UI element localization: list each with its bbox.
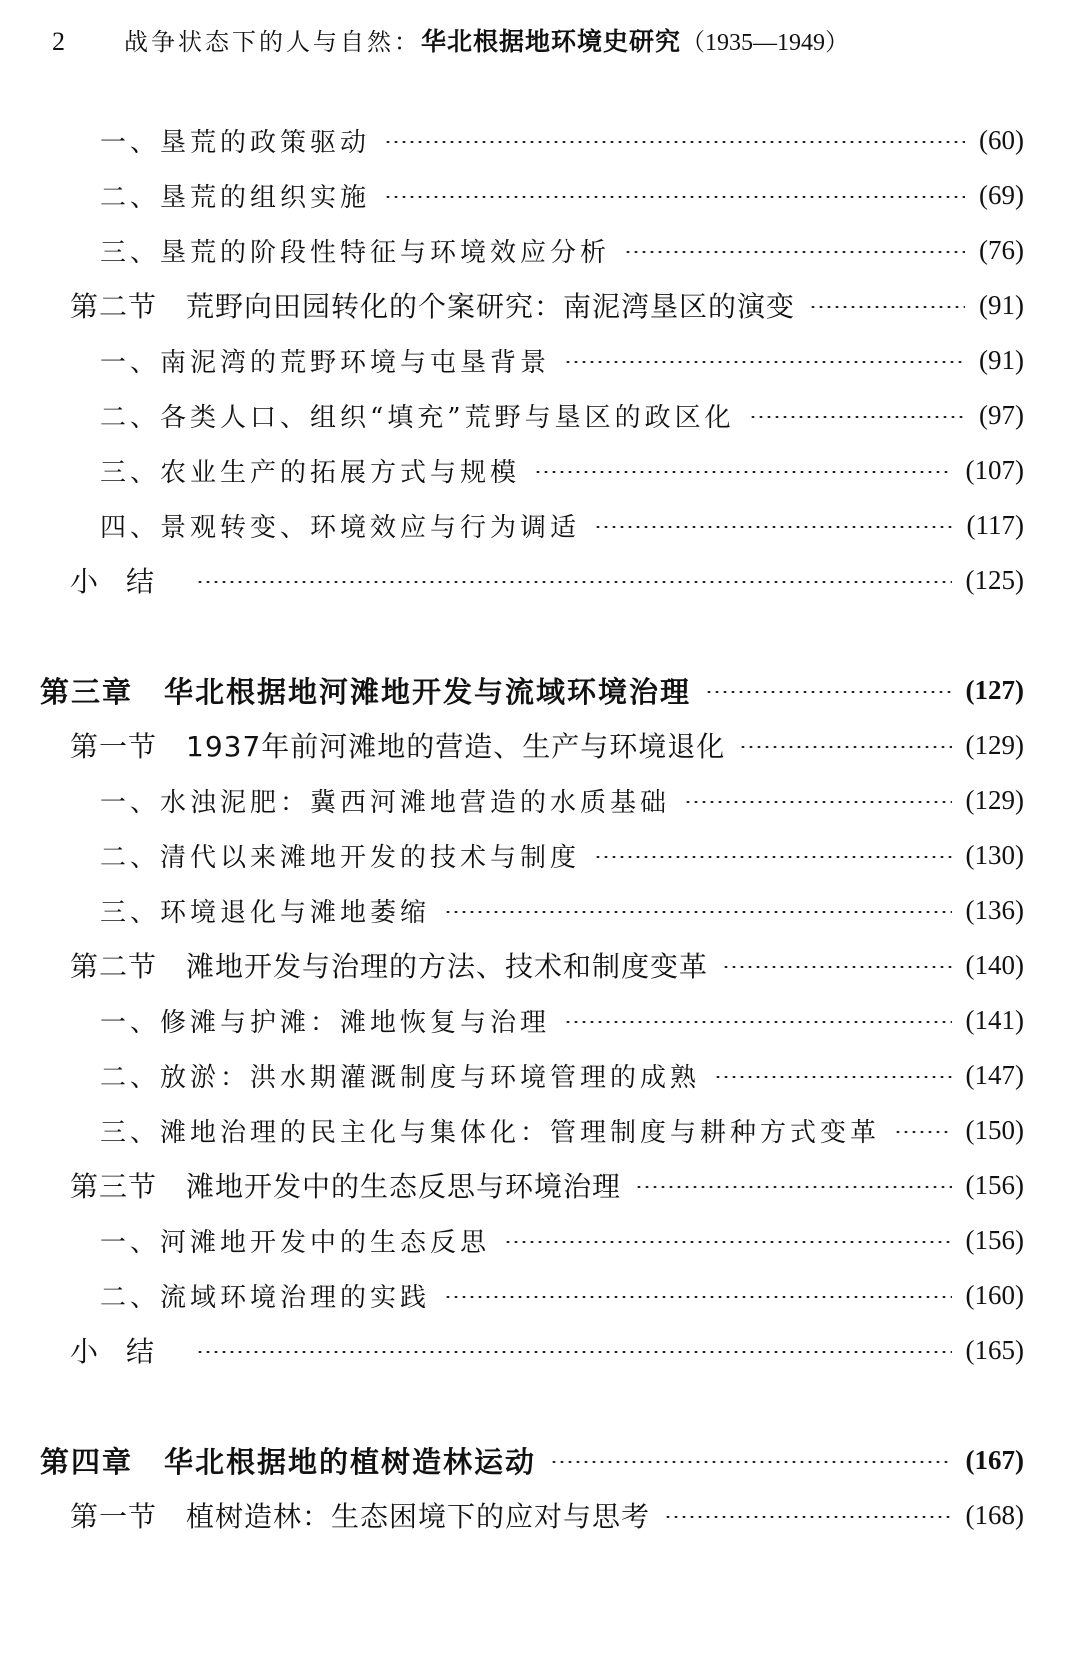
toc-entry-page-number: (147) [965,1059,1024,1090]
dot-leader [664,1516,952,1518]
running-header [52,22,849,58]
toc-entry-title: 三、滩地治理的民主化与集体化：管理制度与耕种方式变革 [100,1117,881,1148]
header-title-years: （1935—1949） [681,30,850,56]
dot-leader [444,1296,952,1298]
toc-entry-title: 一、南泥湾的荒野环境与屯垦背景 [100,347,551,378]
toc-entry-title: 第二节 滩地开发与治理的方法、技术和制度变革 [70,950,709,983]
toc-entry-page-number: (91) [979,344,1024,375]
toc-entry-title: 第一节 植树造林：生态困境下的应对与思考 [70,1500,651,1533]
toc-entry-title: 第四章 华北根据地的植树造林运动 [40,1444,537,1479]
toc-entry-page-number: (60) [979,124,1024,155]
toc-entry-page-number: (136) [965,894,1024,925]
toc-entry-section[interactable] [70,283,1024,327]
toc-entry-title: 一、水浊泥肥：冀西河滩地营造的水质基础 [100,787,671,818]
dot-leader [504,1241,952,1243]
toc-entry-title: 第三章 华北根据地河滩地开发与流域环境治理 [40,674,692,709]
toc-entry-title: 一、修滩与护滩：滩地恢复与治理 [100,1007,551,1038]
toc-entry-title: 三、垦荒的阶段性特征与环境效应分析 [100,237,611,268]
toc-entry-page-number: (168) [965,1499,1024,1530]
toc-entry-page-number: (160) [965,1279,1024,1310]
toc-entry-title: 第一节 1937年前河滩地的营造、生产与环境退化 [70,730,726,763]
toc-entry-sub[interactable] [100,118,1024,162]
dot-leader [196,581,952,583]
toc-entry-summary[interactable] [70,1328,1024,1372]
toc-entry-page-number: (97) [979,399,1024,430]
toc-entry-summary[interactable] [70,558,1024,602]
toc-entry-title: 四、景观转变、环境效应与行为调适 [100,512,581,543]
toc-entry-chapter[interactable] [40,668,1024,712]
toc-entry-page-number: (156) [965,1169,1024,1200]
dot-leader [749,416,965,418]
toc-entry-page-number: (150) [965,1114,1024,1145]
toc-entry-sub[interactable] [100,448,1024,492]
dot-leader [624,251,965,253]
dot-leader [894,1131,952,1133]
dot-leader [564,1021,952,1023]
toc-entry-title: 三、环境退化与滩地萎缩 [100,897,431,928]
toc-entry-page-number: (117) [966,509,1024,540]
dot-leader [594,526,953,528]
toc-entry-title: 二、清代以来滩地开发的技术与制度 [100,842,581,873]
toc-entry-page-number: (125) [965,564,1024,595]
dot-leader [705,691,952,693]
toc-entry-title: 二、垦荒的组织实施 [100,182,371,213]
toc-entry-sub[interactable] [100,833,1024,877]
dot-leader [594,856,952,858]
header-title-main: 华北根据地环境史研究 [421,27,682,56]
toc-entry-page-number: (140) [965,949,1024,980]
dot-leader [444,911,952,913]
toc-entry-page-number: (129) [965,784,1024,815]
toc-entry-page-number: (107) [965,454,1024,485]
dot-leader [684,801,952,803]
toc-entry-sub[interactable] [100,173,1024,217]
toc-entry-title: 一、河滩地开发中的生态反思 [100,1227,491,1258]
toc-entry-page-number: (91) [979,289,1024,320]
toc-entry-sub[interactable] [100,228,1024,272]
toc-entry-chapter[interactable] [40,1438,1024,1482]
toc-entry-section[interactable] [70,1493,1024,1537]
toc-entry-sub[interactable] [100,998,1024,1042]
toc-entry-page-number: (165) [965,1334,1024,1365]
toc-entry-title: 小结 [70,565,183,598]
dot-leader [809,306,965,308]
toc-entry-title: 第二节 荒野向田园转化的个案研究：南泥湾垦区的演变 [70,290,796,323]
toc-entry-sub[interactable] [100,1108,1024,1152]
toc-entry-page-number: (69) [979,179,1024,210]
page-number: 2 [52,27,65,56]
toc-entry-page-number: (156) [965,1224,1024,1255]
dot-leader [714,1076,952,1078]
dot-leader [384,196,965,198]
dot-leader [722,966,952,968]
toc-entry-title: 二、各类人口、组织“填充”荒野与垦区的政区化 [100,402,735,433]
dot-leader [550,1461,952,1463]
toc-entry-sub[interactable] [100,1273,1024,1317]
toc-entry-title: 一、垦荒的政策驱动 [100,127,371,158]
toc-entry-title: 二、放淤：洪水期灌溉制度与环境管理的成熟 [100,1062,701,1093]
toc-entry-page-number: (127) [965,674,1024,705]
toc-entry-page-number: (76) [979,234,1024,265]
toc-entry-title: 三、农业生产的拓展方式与规模 [100,457,521,488]
toc-entry-page-number: (141) [965,1004,1024,1035]
toc-entry-title: 二、流域环境治理的实践 [100,1282,431,1313]
toc-entry-section[interactable] [70,1163,1024,1207]
toc-entry-sub[interactable] [100,503,1024,547]
toc-entry-sub[interactable] [100,1218,1024,1262]
dot-leader [534,471,952,473]
toc-entry-section[interactable] [70,943,1024,987]
toc-entry-title: 小结 [70,1335,183,1368]
toc-entry-sub[interactable] [100,338,1024,382]
dot-leader [739,746,951,748]
toc-entry-page-number: (130) [965,839,1024,870]
dot-leader [196,1351,952,1353]
toc-entry-sub[interactable] [100,393,1024,437]
toc-entry-sub[interactable] [100,888,1024,932]
toc-entry-page-number: (129) [965,729,1024,760]
toc-entry-title: 第三节 滩地开发中的生态反思与环境治理 [70,1170,622,1203]
toc-entry-page-number: (167) [965,1444,1024,1475]
toc-entry-section[interactable] [70,723,1024,767]
toc-entry-sub[interactable] [100,778,1024,822]
dot-leader [564,361,965,363]
dot-leader [384,141,965,143]
header-title-prefix: 战争状态下的人与自然： [124,28,421,56]
toc-entry-sub[interactable] [100,1053,1024,1097]
dot-leader [635,1186,952,1188]
